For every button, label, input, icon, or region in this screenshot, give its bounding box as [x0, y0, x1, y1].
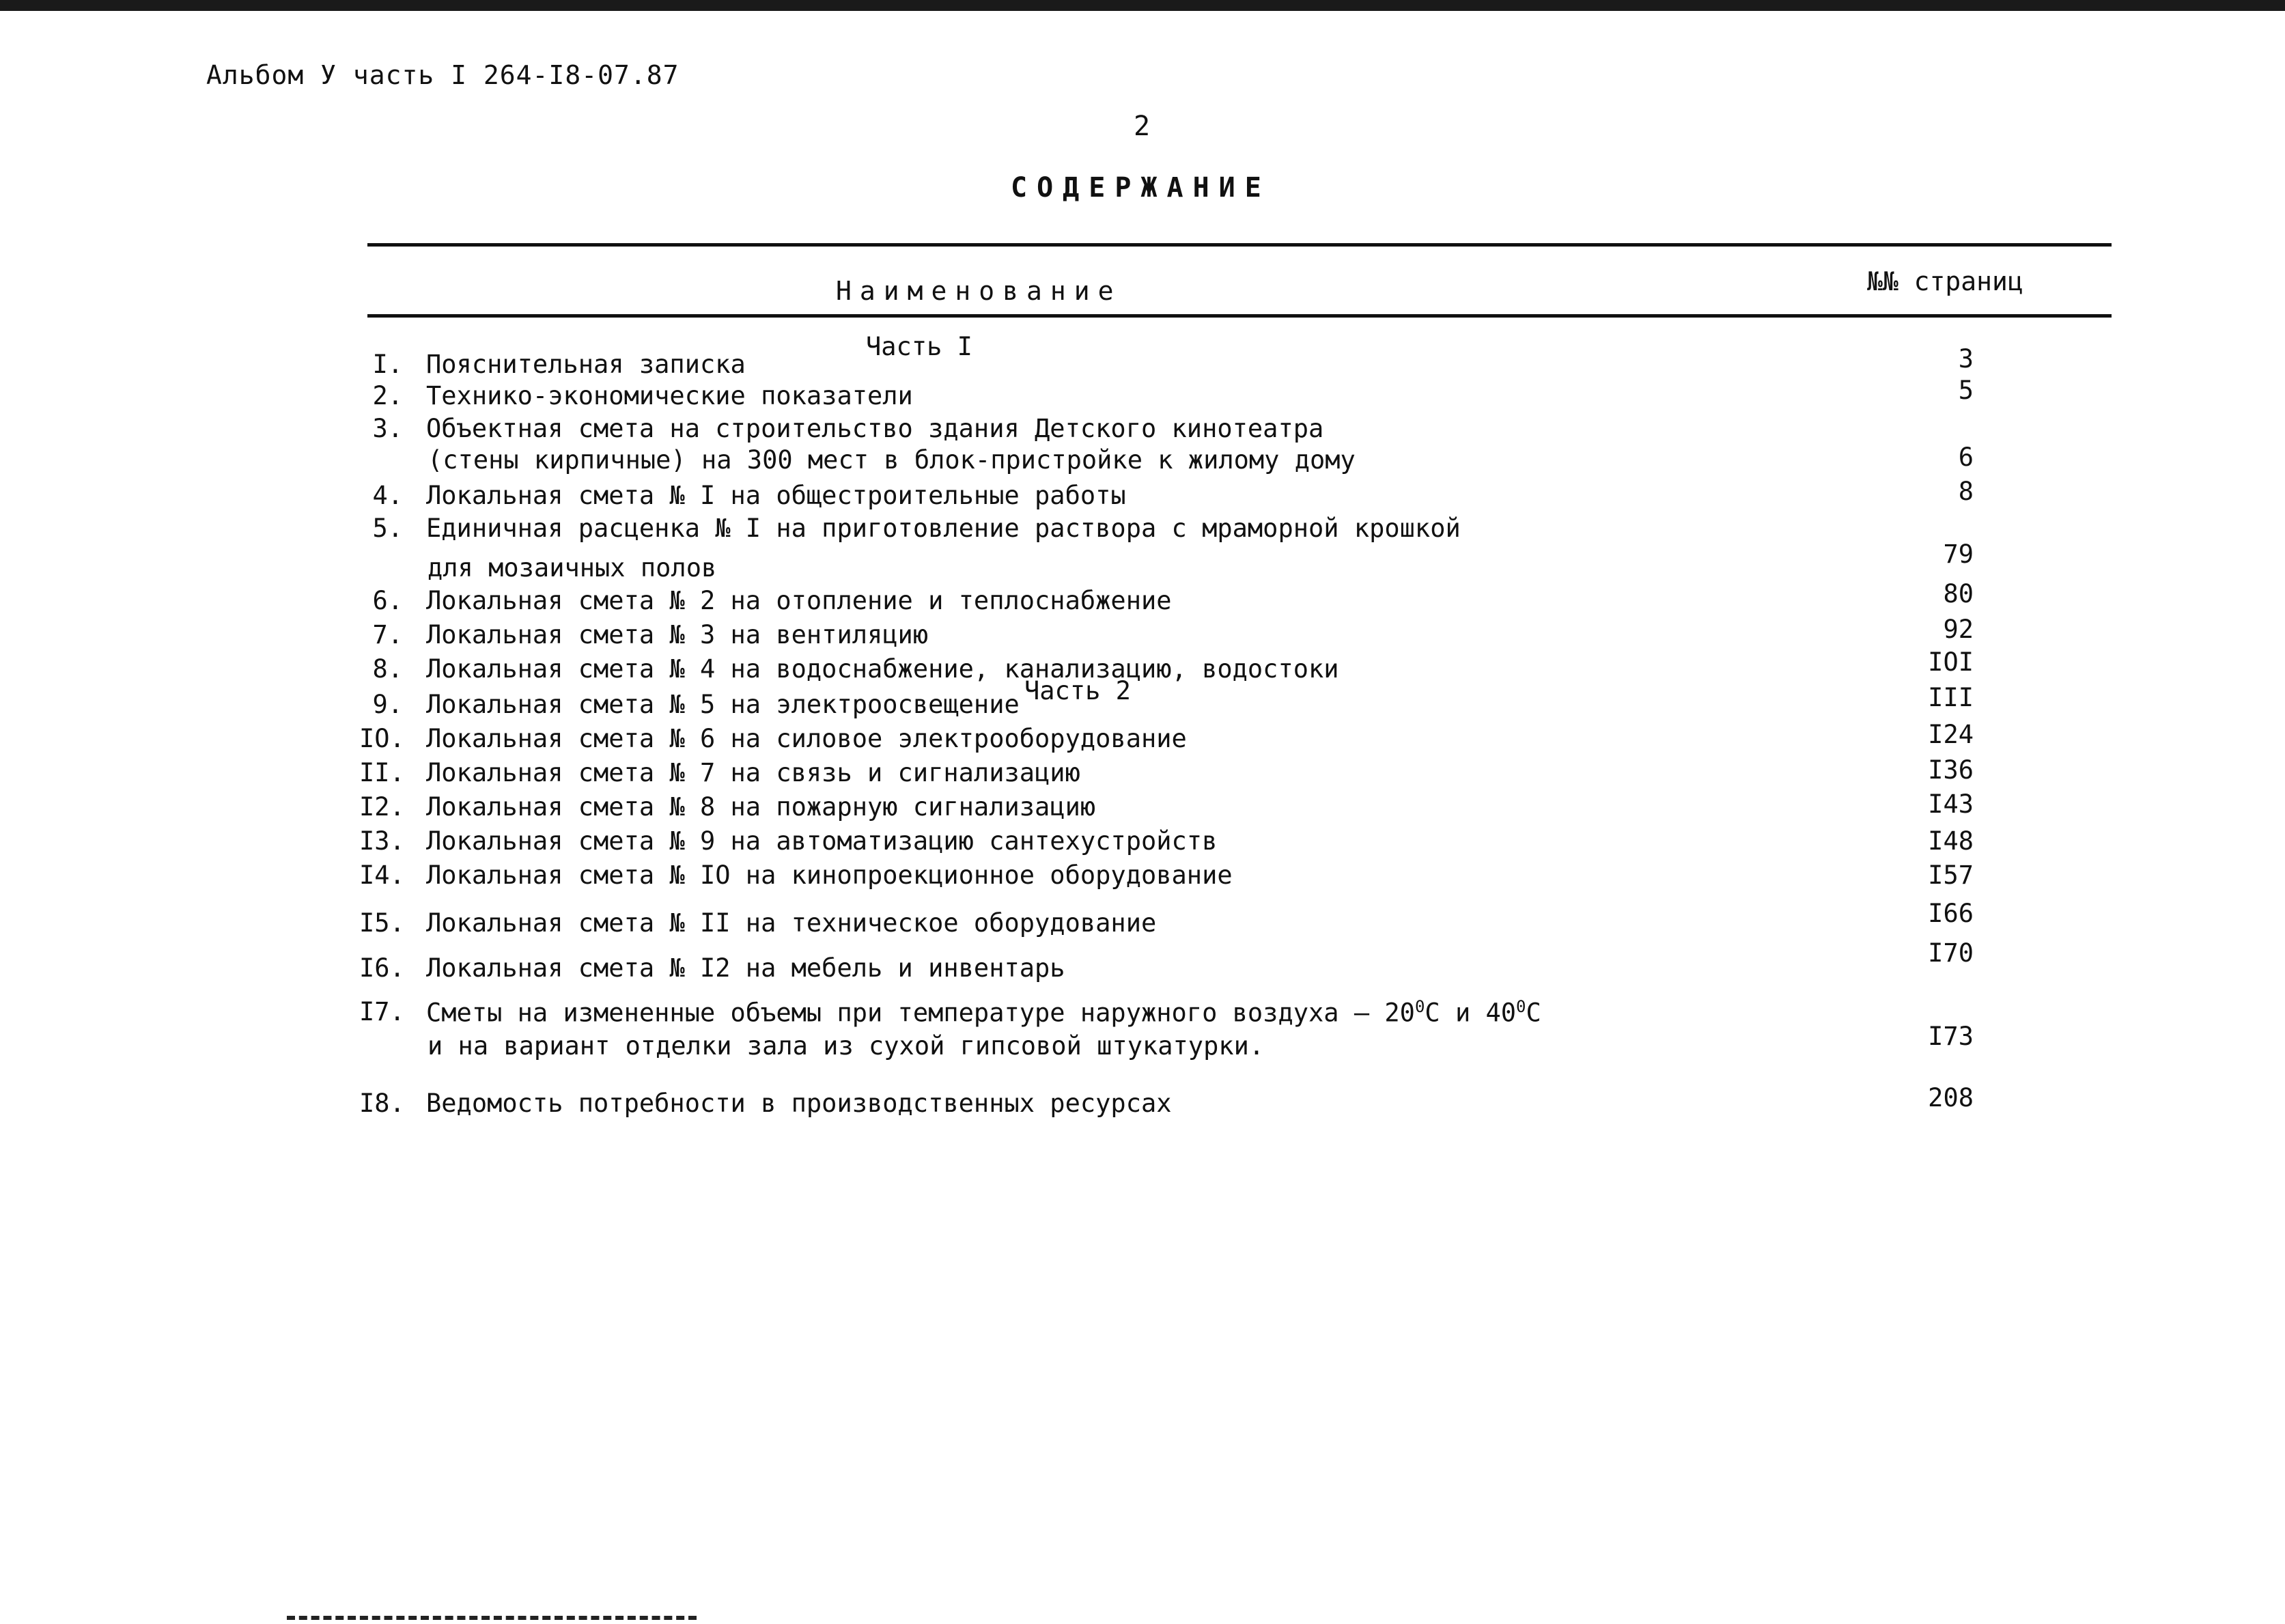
document-reference: Альбом У часть I 264-I8-07.87	[206, 60, 679, 90]
toc-row-page: I24	[1928, 720, 1974, 749]
table-top-rule	[367, 243, 2112, 247]
toc-row-number: I4.	[359, 860, 405, 890]
toc-row	[0, 720, 2285, 755]
toc-row-title: Локальная смета № II на техническое оборудование	[426, 908, 1157, 938]
toc-row-page: I48	[1928, 826, 1974, 856]
toc-row-title: Сметы на измененные объемы при температуре наружного воздуха – $20^0С$ и $40^0С$	[426, 997, 1541, 1028]
toc-row-page: 92	[1943, 615, 1974, 644]
toc-row-title: Локальная смета № 2 на отопление и теплоснабжение	[426, 586, 1172, 615]
toc-row-title: Локальная смета № I на общестроительные работы	[426, 481, 1126, 510]
toc-row	[0, 938, 2285, 985]
scan-bottom-marks	[287, 1616, 697, 1624]
toc-row	[0, 860, 2285, 892]
toc-row-number: 5.	[372, 514, 403, 543]
toc-row	[0, 683, 2285, 721]
toc-row-number: 6.	[372, 586, 403, 615]
toc-row-number: 4.	[372, 481, 403, 510]
toc-row-page: I70	[1928, 938, 1974, 968]
toc-row-page: 6	[1958, 443, 1974, 472]
part-1-label: Часть I	[866, 332, 972, 361]
toc-row	[0, 414, 2285, 445]
toc-row-page: 79	[1943, 540, 1974, 569]
toc-row-title: Локальная смета № I2 на мебель и инвентарь	[426, 953, 1065, 983]
toc-row-title: Ведомость потребности в производственных ресурсах	[426, 1089, 1172, 1118]
toc-row	[0, 789, 2285, 824]
table-header-rule	[367, 314, 2112, 318]
toc-row-number: 9.	[372, 690, 403, 719]
toc-row-continuation: и на вариант отделки зала из сухой гипсовой штукатурки.	[427, 1031, 1265, 1061]
toc-row-number: 3.	[372, 414, 403, 443]
toc-row-page: I57	[1928, 860, 1974, 890]
toc-row	[0, 647, 2285, 686]
toc-row-title: Локальная смета № 4 на водоснабжение, канализацию, водостоки	[426, 654, 1339, 684]
toc-row	[0, 376, 2285, 412]
toc-row-title: Локальная смета № 5 на электроосвещение	[426, 690, 1020, 719]
toc-row-title: Локальная смета № 3 на вентиляцию	[426, 620, 929, 649]
toc-row-number: I.	[372, 350, 403, 379]
toc-row-number: 8.	[372, 654, 403, 684]
toc-row-page: I66	[1928, 899, 1974, 928]
toc-row-number: 2.	[372, 381, 403, 410]
toc-row-page: 8	[1958, 477, 1974, 506]
toc-row	[0, 899, 2285, 940]
toc-row	[0, 1083, 2285, 1120]
toc-row-title: Локальная смета № 9 на автоматизацию сантехустройств	[426, 826, 1218, 856]
page-number: 2	[1134, 111, 1151, 142]
toc-row-page: 208	[1928, 1083, 1974, 1112]
toc-row-page: I43	[1928, 789, 1974, 819]
toc-row-title: Объектная смета на строительство здания Детского кинотеатра	[426, 414, 1324, 443]
toc-row-number: I2.	[359, 792, 405, 822]
toc-row-page: 80	[1943, 579, 1974, 608]
toc-row-title: Локальная смета № 8 на пожарную сигнализацию	[426, 792, 1096, 822]
toc-row-number: II.	[359, 758, 405, 787]
scan-top-edge	[0, 0, 2285, 11]
toc-row-number: I3.	[359, 826, 405, 856]
toc-row-page: 3	[1958, 344, 1974, 374]
toc-row-title: Локальная смета № IO на кинопроекционное оборудование	[426, 860, 1233, 890]
toc-row-number: I7.	[359, 997, 405, 1026]
toc-row-title: Локальная смета № 7 на связь и сигнализацию	[426, 758, 1080, 787]
toc-row-page: I36	[1928, 755, 1974, 785]
toc-row-number: I8.	[359, 1089, 405, 1118]
toc-row-page: IOI	[1928, 647, 1974, 677]
toc-row-title: Локальная смета № 6 на силовое электрооборудование	[426, 724, 1187, 753]
toc-row-title: Технико-экономические показатели	[426, 381, 913, 410]
toc-row	[0, 826, 2285, 858]
toc-row-number: I5.	[359, 908, 405, 938]
toc-row-continuation: для мозаичных полов	[427, 553, 717, 583]
toc-row-number: I6.	[359, 953, 405, 983]
toc-row-number: 7.	[372, 620, 403, 649]
toc-row-page: I73	[1928, 1022, 1974, 1051]
toc-row-continuation: (стены кирпичные) на 300 мест в блок-пристройке к жилому дому	[427, 445, 1356, 475]
column-header-pages: №№ страниц	[1867, 266, 2023, 296]
toc-row-number: IO.	[359, 724, 405, 753]
toc-row-title: Пояснительная записка	[426, 350, 746, 379]
toc-row	[0, 755, 2285, 789]
part-2-label: Часть 2	[1024, 676, 1131, 705]
column-header-name: Наименование	[836, 276, 1122, 306]
toc-row	[0, 579, 2285, 617]
toc-row-title: Единичная расценка № I на приготовление раствора с мраморной крошкой	[426, 514, 1461, 543]
toc-row	[0, 477, 2285, 512]
toc-row-page: 5	[1958, 376, 1974, 405]
toc-row-page: III	[1928, 683, 1974, 712]
document-title: СОДЕРЖАНИЕ	[1011, 172, 1271, 204]
